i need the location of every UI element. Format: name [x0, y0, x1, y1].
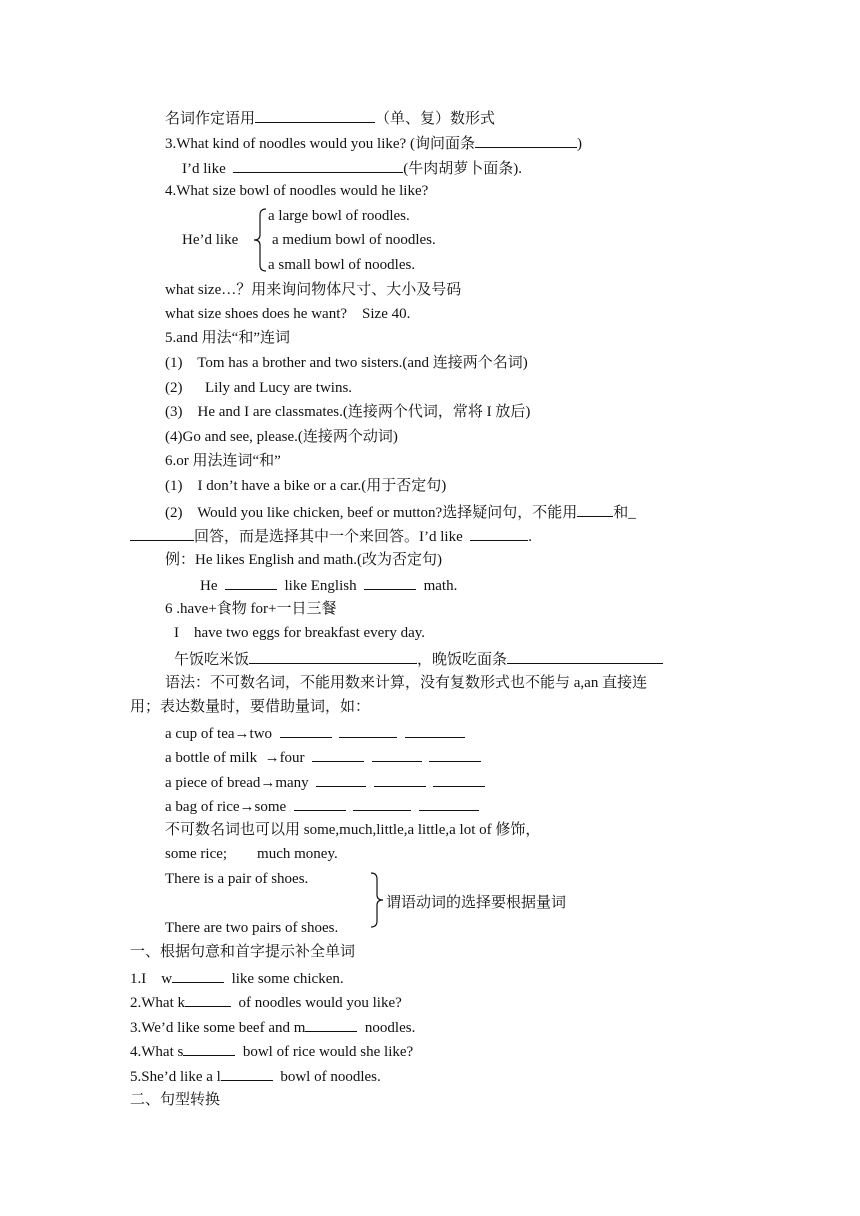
text-line: some rice; much money.	[165, 846, 338, 862]
blank[interactable]	[475, 132, 577, 148]
blank[interactable]	[339, 722, 397, 738]
text-line: 1.I w like some chicken.	[130, 967, 344, 989]
text-line: 名词作定语用 （单、复）数形式	[165, 107, 495, 129]
text-line: a piece of bread→many	[165, 771, 485, 793]
blank[interactable]	[221, 1065, 273, 1081]
blank[interactable]	[433, 771, 485, 787]
blank[interactable]	[305, 1016, 357, 1032]
text-line: 6 .have+食物 for+一日三餐	[165, 601, 337, 617]
blank[interactable]	[316, 771, 366, 787]
text-line: a bottle of milk →four	[165, 746, 481, 768]
blank[interactable]	[294, 795, 346, 811]
blank[interactable]	[577, 501, 613, 517]
text-line: 回答，而是选择其中一个来回答。I’d like .	[130, 525, 532, 547]
text-line: 5.and 用法“和”连词	[165, 330, 290, 346]
blank[interactable]	[353, 795, 411, 811]
text-line: I have two eggs for breakfast every day.	[174, 625, 426, 641]
blank[interactable]	[280, 722, 332, 738]
text-line: 午饭吃米饭 ，晚饭吃面条	[174, 648, 663, 670]
curly-brace-icon	[252, 207, 268, 273]
blank[interactable]	[183, 1040, 235, 1056]
text-line: 4.What size bowl of noodles would he like?	[165, 183, 429, 199]
text-line: 3.What kind of noodles would you like? (询问面条 )	[165, 132, 582, 154]
text-line: 谓语动词的选择要根据量词	[386, 895, 567, 911]
text-line: (4)Go and see, please.(连接两个动词)	[165, 429, 398, 445]
curly-brace-icon	[369, 871, 385, 929]
text-line: He’d like	[182, 232, 239, 248]
text-line: There is a pair of shoes.	[165, 871, 309, 887]
text-line: I’d like (牛肉胡萝卜面条).	[182, 157, 522, 179]
text-line: a bag of rice→some	[165, 795, 479, 817]
text-line: (1) Tom has a brother and two sisters.(and 连接两个名词)	[165, 355, 528, 371]
text-line: (2) Would you like chicken, beef or mutton?选择疑问句，不能用 和_	[165, 501, 636, 523]
text-line: what size…？用来询问物体尺寸、大小及号码	[165, 282, 462, 298]
blank[interactable]	[470, 525, 528, 541]
text-line: 语法：不可数名词，不能用数来计算，没有复数形式也不能与 a,an 直接连	[165, 675, 648, 691]
text-line: (2) Lily and Lucy are twins.	[165, 380, 353, 396]
blank[interactable]	[312, 746, 364, 762]
text-line: 5.She’d like a l bowl of noodles.	[130, 1065, 381, 1087]
text-line: 3.We’d like some beef and m noodles.	[130, 1016, 415, 1038]
blank[interactable]	[172, 967, 224, 983]
text-line: 6.or 用法连词“和”	[165, 453, 281, 469]
text-line: There are two pairs of shoes.	[165, 920, 339, 936]
text-line: 4.What s bowl of rice would she like?	[130, 1040, 413, 1062]
text-line: (1) I don’t have a bike or a car.(用于否定句)	[165, 478, 447, 494]
blank[interactable]	[405, 722, 465, 738]
text-line: 不可数名词也可以用 some,much,little,a little,a lot of 修饰，	[165, 822, 541, 838]
blank[interactable]	[185, 991, 231, 1007]
blank[interactable]	[374, 771, 426, 787]
blank[interactable]	[249, 648, 417, 664]
text-line: 用；表达数量时，要借助量词，如：	[130, 699, 371, 715]
text-line: what size shoes does he want? Size 40.	[165, 306, 411, 322]
text-line: a cup of tea→two	[165, 722, 465, 744]
blank[interactable]	[419, 795, 479, 811]
blank[interactable]	[233, 157, 403, 173]
text-line: He like English math.	[200, 574, 457, 596]
text-line: 2.What k of noodles would you like?	[130, 991, 402, 1013]
blank[interactable]	[507, 648, 663, 664]
text-line: 例：He likes English and math.(改为否定句)	[165, 552, 443, 568]
section-heading: 一、根据句意和首字提示补全单词	[130, 944, 356, 960]
section-heading: 二、句型转换	[130, 1092, 221, 1108]
text-line: a small bowl of noodles.	[268, 257, 416, 273]
text-line: a large bowl of roodles.	[268, 208, 410, 224]
blank[interactable]	[372, 746, 422, 762]
blank[interactable]	[255, 107, 375, 123]
text-line: (3) He and I are classmates.(连接两个代词，常将 I 放后)	[165, 404, 531, 420]
blank[interactable]	[429, 746, 481, 762]
blank[interactable]	[130, 525, 194, 541]
text-line: a medium bowl of noodles.	[272, 232, 436, 248]
blank[interactable]	[225, 574, 277, 590]
blank[interactable]	[364, 574, 416, 590]
